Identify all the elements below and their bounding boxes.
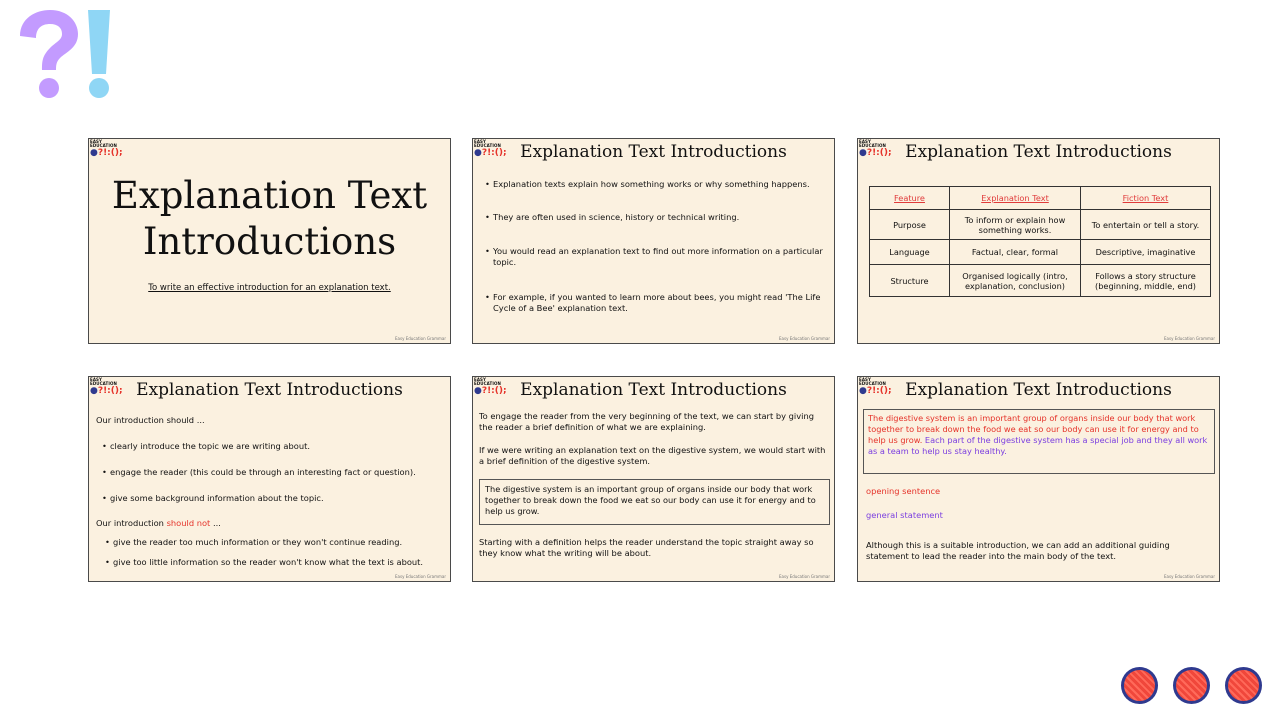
slide-title: Explanation Text Introductions <box>905 380 1172 400</box>
slide-footer: Easy Education Grammar <box>1164 336 1215 341</box>
should-label: Our introduction should ... <box>96 415 205 425</box>
table-cell: Follows a story structure (beginning, middle, end) <box>1081 265 1211 297</box>
slide-subtitle: To write an effective introduction for an explanation text. <box>148 283 391 293</box>
slide-footer: Easy Education Grammar <box>395 574 446 579</box>
slide-footer: Easy Education Grammar <box>779 574 830 579</box>
table-cell: To entertain or tell a story. <box>1081 210 1211 240</box>
list-item: • give some background information about the topic. <box>110 493 440 504</box>
mini-logo: EASY EDUCATION ●?!:(); <box>859 377 892 396</box>
list-item: • give too little information so the reader won't know what the text is about. <box>113 557 443 568</box>
table-row <box>870 265 1211 297</box>
slide-3[interactable] <box>857 138 1220 344</box>
mini-logo: EASY EDUCATION ●?!:(); <box>90 377 123 396</box>
table-row <box>870 210 1211 240</box>
comparison-table <box>869 186 1211 297</box>
slide-5[interactable] <box>472 376 835 582</box>
table-row <box>870 240 1211 265</box>
scribble-circle-icon <box>1173 667 1210 704</box>
table-cell: Structure <box>870 265 950 297</box>
slide-2[interactable] <box>472 138 835 344</box>
list-item: • give the reader too much information or they won't continue reading. <box>113 537 443 548</box>
table-cell: Descriptive, imaginative <box>1081 240 1211 265</box>
slide-footer: Easy Education Grammar <box>779 336 830 341</box>
introduction-box <box>863 409 1215 474</box>
table-header: Feature <box>870 187 950 210</box>
scribble-circle-icon <box>1121 667 1158 704</box>
table-cell: Language <box>870 240 950 265</box>
slide-footer: Easy Education Grammar <box>395 336 446 341</box>
table-cell: To inform or explain how something works. <box>950 210 1081 240</box>
list-item: • clearly introduce the topic we are writing about. <box>110 441 440 452</box>
scribble-circle-icon <box>1225 667 1262 704</box>
definition-box: The digestive system is an important group of organs inside our body that work together to break down the food we eat so our body can use it for energy and to help us grow. <box>479 479 830 525</box>
mini-logo: EASY EDUCATION ●?!:(); <box>474 377 507 396</box>
bullet-item: • Explanation texts explain how something works or why something happens. <box>493 179 828 190</box>
paragraph: To engage the reader from the very beginning of the text, we can start by giving the reader a brief definition of what we are explaining. <box>479 411 814 432</box>
opening-sentence-label: opening sentence <box>866 486 941 496</box>
slide-title: Explanation Text Introductions <box>136 380 403 400</box>
slide-title: Explanation Text Introductions <box>111 174 428 263</box>
slide-6[interactable] <box>857 376 1220 582</box>
opening-sentence-text: The digestive system is an important group of organs inside our body that work together to break down the food we eat so our body can use it for energy and to help us grow. <box>868 413 1199 445</box>
paragraph: If we were writing an explanation text on the digestive system, we would start with a brief definition of the digestive system. <box>479 445 826 466</box>
slide-title: Explanation Text Introductions <box>520 380 787 400</box>
should-not-label: Our introduction should not ... <box>96 518 221 528</box>
mini-logo: EASY EDUCATION ●?!:(); <box>474 139 507 158</box>
slide-title: Explanation Text Introductions <box>520 142 787 162</box>
slide-footer: Easy Education Grammar <box>1164 574 1215 579</box>
paragraph: Starting with a definition helps the reader understand the topic straight away so they know what the writing will be about. <box>479 537 814 558</box>
table-cell: Organised logically (intro, explanation, conclusion) <box>950 265 1081 297</box>
slide-4[interactable] <box>88 376 451 582</box>
table-cell: Factual, clear, formal <box>950 240 1081 265</box>
table-header: Fiction Text <box>1081 187 1211 210</box>
table-cell: Purpose <box>870 210 950 240</box>
slide-title: Explanation Text Introductions <box>905 142 1172 162</box>
mini-logo: EASY EDUCATION ●?!:(); <box>859 139 892 158</box>
bullet-item: • They are often used in science, history or technical writing. <box>493 212 828 223</box>
slide-1[interactable] <box>88 138 451 344</box>
list-item: • engage the reader (this could be through an interesting fact or question). <box>110 467 440 478</box>
general-statement-label: general statement <box>866 510 943 520</box>
table-header: Explanation Text <box>950 187 1081 210</box>
general-statement-text: Each part of the digestive system has a special job and they all work as a team to help us stay healthy. <box>868 435 1208 456</box>
bullet-item: • For example, if you wanted to learn more about bees, you might read 'The Life Cycle of a Bee' explanation text. <box>493 292 828 314</box>
paragraph: Although this is a suitable introduction, we can add an additional guiding statement to lead the reader into the main body of the text. <box>866 540 1170 561</box>
decor-dots <box>1121 667 1262 704</box>
bullet-item: • You would read an explanation text to find out more information on a particular topic. <box>493 246 828 268</box>
question-exclamation-logo <box>12 8 122 104</box>
mini-logo: EASY EDUCATION ●?!:(); <box>90 139 123 158</box>
